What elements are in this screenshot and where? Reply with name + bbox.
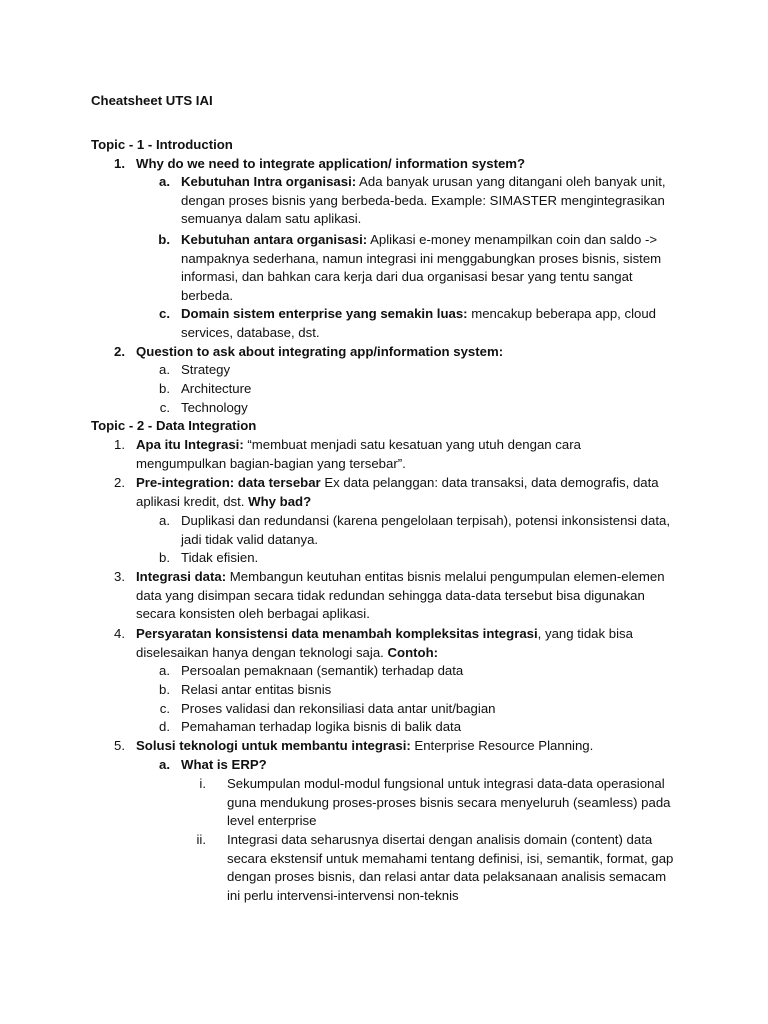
list-number: b. [158, 232, 170, 247]
document-title: Cheatsheet UTS IAI [91, 93, 213, 108]
bold-term: Domain sistem enterprise yang semakin luas: [181, 306, 468, 321]
bold-term: Apa itu Integrasi: [136, 437, 244, 452]
list-text [181, 173, 681, 229]
list-number: a. [159, 513, 170, 528]
list-number: a. [159, 663, 170, 678]
list-text: Duplikasi dan redundansi (karena pengelolaan terpisah), potensi inkonsistensi data, jadi tidak valid datanya. [181, 513, 670, 547]
list-text [181, 231, 681, 306]
list-number: 2. [114, 475, 125, 490]
list-number: c. [159, 400, 170, 415]
list-text: Tidak efisien. [181, 550, 259, 565]
body-text: Enterprise Resource Planning. [410, 738, 594, 753]
bold-term: Why bad? [248, 493, 312, 509]
list-number: 3. [114, 569, 125, 584]
list-number: b. [159, 682, 170, 697]
list-number: 1. [114, 156, 125, 171]
list-text: Technology [181, 400, 248, 415]
list-number: i. [199, 776, 206, 791]
list-number: 4. [114, 626, 125, 641]
list-number: a. [159, 362, 170, 377]
list-text: Sekumpulan modul-modul fungsional untuk integrasi data-data operasional guna mendukung proses-proses bisnis secara menyeluruh (seamless) pada level enterprise [227, 776, 671, 829]
list-text: Architecture [181, 381, 252, 396]
body-text: Membangun keutuhan entitas bisnis melalui pengumpulan elemen-elemen data yang disimpan secara tidak redundan sehingga data-data tersebut bisa digunakan secara konsisten oleh berbagai aplikasi. [136, 569, 665, 622]
bold-term: Pre-integration: data tersebar [136, 475, 321, 490]
bold-term: Kebutuhan antara organisasi: [181, 232, 368, 247]
list-text: Strategy [181, 362, 231, 377]
list-number: c. [159, 701, 170, 716]
list-text [136, 568, 671, 624]
list-number: d. [159, 719, 170, 734]
list-text [181, 305, 681, 342]
list-number: b. [159, 381, 170, 396]
list-number: c. [159, 306, 170, 321]
list-number: 1. [114, 437, 125, 452]
list-text: Why do we need to integrate application/ information system? [136, 156, 526, 171]
list-text: Relasi antar entitas bisnis [181, 682, 332, 697]
bold-term: Contoh: [387, 644, 439, 660]
topic-2-heading: Topic - 2 - Data Integration [91, 418, 257, 433]
list-number: ii. [196, 832, 206, 847]
body-text: Ex data pelanggan: data transaksi, data demografis, data aplikasi kredit, dst. [136, 475, 659, 509]
bold-term: Integrasi data: [136, 569, 227, 584]
bold-term: Persyaratan konsistensi data menambah kompleksitas integrasi [136, 626, 538, 641]
list-text: Pemahaman terhadap logika bisnis di balik data [181, 719, 462, 734]
list-number: 2. [114, 344, 125, 359]
body-text: , yang tidak bisa diselesaikan hanya dengan teknologi saja. [136, 626, 633, 660]
body-text: Aplikasi e-money menampilkan coin dan saldo -> nampaknya sederhana, namun integrasi ini menggabungkan proses bisnis, sistem informasi, dan bahkan cara kerja dari dua organisasi besar yang tentu sangat berbeda. [181, 232, 662, 304]
bold-term: Solusi teknologi untuk membantu integrasi: [136, 738, 411, 753]
bold-term: Kebutuhan Intra organisasi: [181, 174, 357, 189]
list-text [136, 737, 671, 756]
list-text: Integrasi data seharusnya disertai dengan analisis domain (content) data secara ekstensif untuk memahami tentang definisi, isi, semantik, format, gap dengan proses bisnis, dan relasi antar data pelaksanaan analisis semacam ini perlu intervensi-intervensi non-teknis [227, 832, 674, 904]
list-number: b. [159, 550, 170, 565]
list-text: What is ERP? [181, 757, 267, 772]
list-text [136, 625, 671, 662]
topic-1-heading: Topic - 1 - Introduction [91, 137, 233, 152]
body-text: mencakup beberapa app, cloud services, database, dst. [181, 306, 657, 340]
list-number: a. [159, 174, 170, 189]
list-text: Question to ask about integrating app/information system: [136, 344, 504, 359]
list-text [136, 474, 671, 511]
list-number: a. [159, 757, 170, 772]
list-text: Persoalan pemaknaan (semantik) terhadap data [181, 663, 464, 678]
body-text: Ada banyak urusan yang ditangani oleh banyak unit, dengan proses bisnis yang berbeda-beda. Example: SIMASTER mengintegrasikan semuanya dalam satu aplikasi. [181, 174, 666, 227]
body-text: “membuat menjadi satu kesatuan yang utuh dengan cara mengumpulkan bagian-bagian yang tersebar”. [136, 437, 581, 471]
list-text [136, 436, 671, 473]
list-text: Proses validasi dan rekonsiliasi data antar unit/bagian [181, 701, 496, 716]
list-number: 5. [114, 738, 125, 753]
